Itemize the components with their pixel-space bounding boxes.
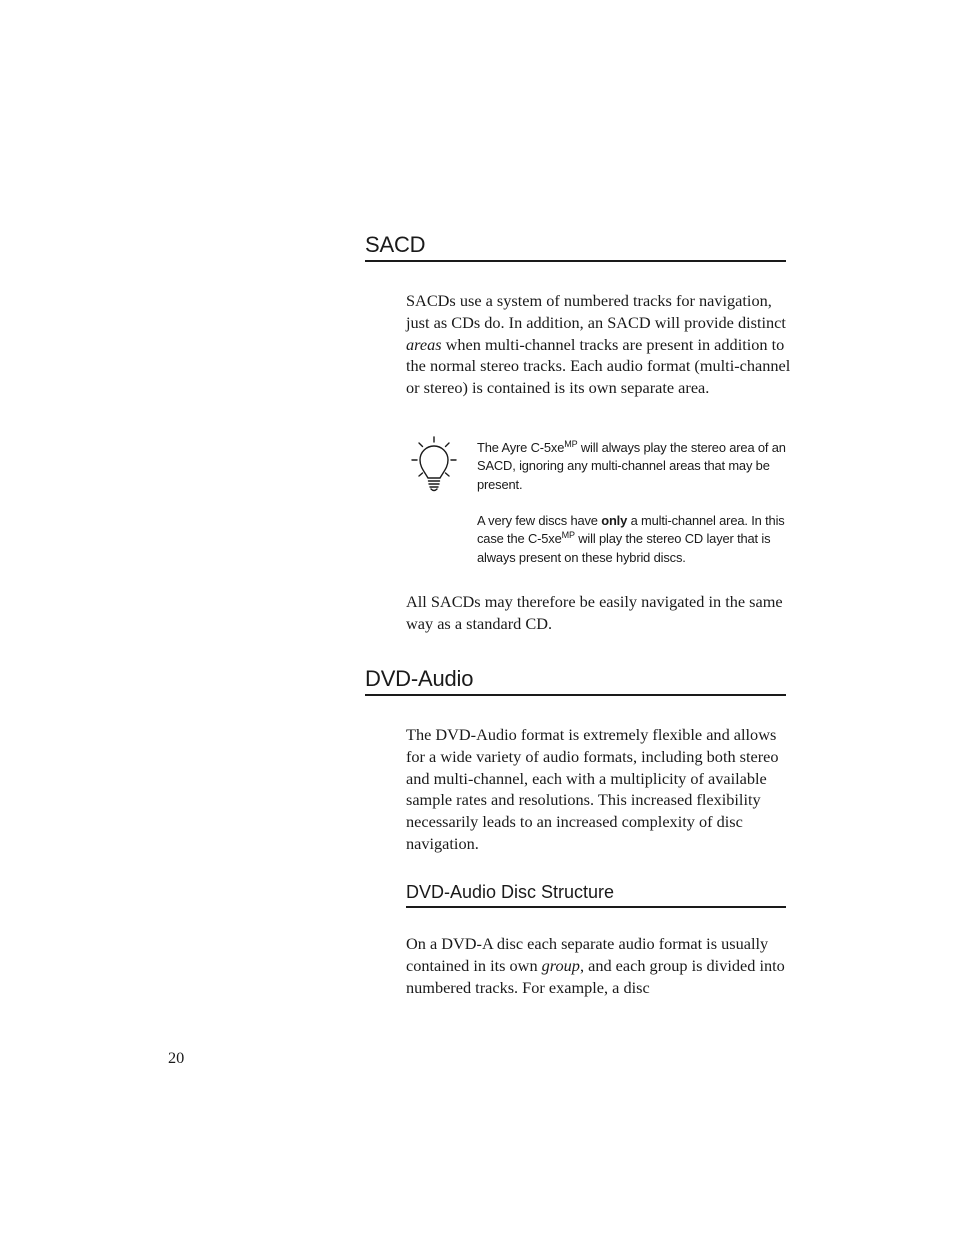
tip-note-2: A very few discs have only a multi-channel area. In this case the $C-5xe^{MP}$ will play the stereo CD layer that is always present on these hybrid discs. <box>477 513 785 565</box>
dvd-audio-paragraph-1: The DVD-Audio format is extremely flexible and allows for a wide variety of audio formats, including both stereo and multi-channel, each with a multiplicity of available sample rates and resolutions. This increased flexibility necessarily leads to an increased complexity of disc navigation. <box>406 725 779 853</box>
sacd-paragraph-2: All SACDs may therefore be easily navigated in the same way as a standard CD. <box>406 592 783 633</box>
dvd-audio-heading: DVD-Audio <box>365 666 786 696</box>
areas-emphasis: areas <box>406 334 442 354</box>
mp-superscript: MP <box>564 439 578 449</box>
disc-structure-heading: DVD-Audio Disc Structure <box>406 881 786 908</box>
tip-note-1: The Ayre $C-5xe^{MP}$ will always play the stereo area of an SACD, ignoring any multi-channel areas that may be present. <box>477 439 786 492</box>
sacd-heading: SACD <box>365 232 786 262</box>
disc-structure-paragraph: On a DVD-A disc each separate audio format is usually contained in its own group, and each group is divided into numbered tracks. For example, a disc <box>406 934 785 997</box>
group-emphasis: group <box>541 955 580 975</box>
page-number: 20 <box>168 1048 185 1067</box>
mp-superscript: MP <box>561 530 575 541</box>
lightbulb-icon <box>410 436 458 494</box>
only-bold: only <box>601 513 628 528</box>
sacd-paragraph-1: SACDs use a system of numbered tracks for navigation, just as CDs do. In addition, an SACD will provide distinct areas when multi-channel tracks are present in addition to the normal stereo tracks. Each audio format (multi-channel or stereo) is contained is its own separate area. <box>406 291 791 398</box>
